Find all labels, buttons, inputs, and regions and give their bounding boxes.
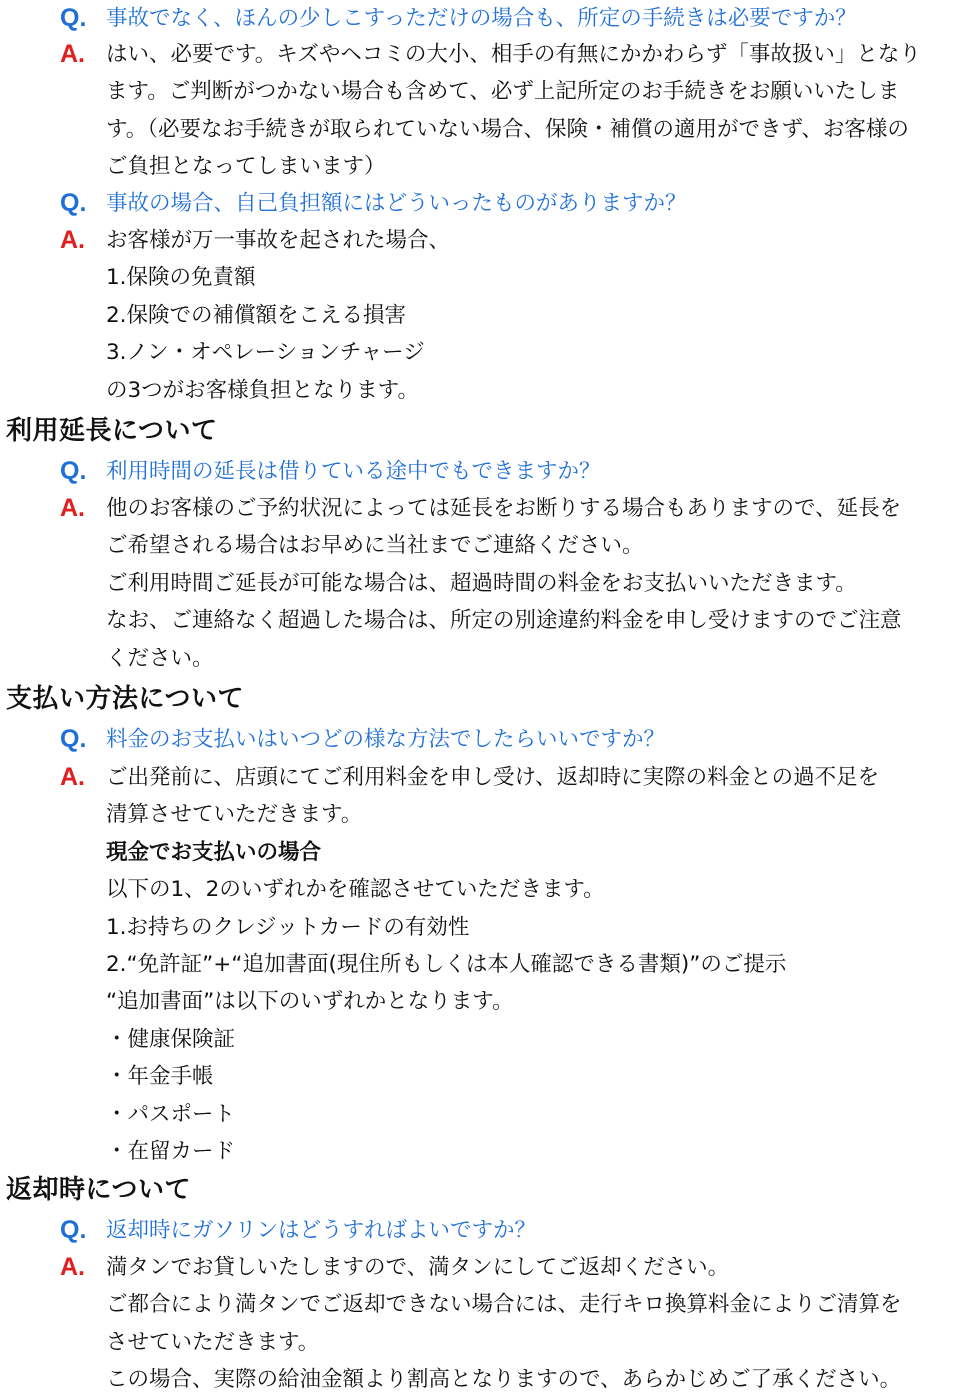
list-item: ・在留カード [106, 1138, 236, 1164]
answer-text [106, 759, 951, 1170]
answer-line: ご都合により満タンでご返却できない場合には、走行キロ換算料金によりご清算を [106, 1292, 902, 1318]
answer-marker: A. [60, 763, 85, 791]
section-heading-return: 返却時について [6, 1175, 191, 1205]
answer-line: はい、必要です。キズやヘコミの大小、相手の有無にかかわらず「事故扱い」となり [106, 42, 921, 67]
answer-marker: A. [60, 226, 85, 254]
question-marker: Q. [60, 4, 87, 32]
list-item: ・パスポート [106, 1101, 236, 1127]
cash-payment-subheading: 現金でお支払いの場合 [106, 839, 322, 865]
question-marker: Q. [60, 725, 87, 753]
question-marker: Q. [60, 1216, 87, 1244]
list-item: ・健康保険証 [106, 1026, 236, 1052]
answer-line: させていただきます。 [106, 1329, 320, 1355]
answer-line: 満タンでお貸しいたしますので、満タンにしてご返却ください。 [106, 1255, 730, 1280]
answer-line: “追加書面”は以下のいずれかとなります。 [106, 989, 514, 1015]
answer-line: お客様が万一事故を起された場合、 [106, 228, 451, 253]
question-text: 利用時間の延長は借りている途中でもできますか？ [106, 459, 601, 484]
answer-line: す。（必要なお手続きが取られていない場合、保険・補償の適用ができず、お客様の [106, 116, 909, 142]
question-marker: Q. [60, 457, 87, 485]
answer-line: 1.お持ちのクレジットカードの有効性 [106, 914, 470, 940]
answer-line: 他のお客様のご予約状況によっては延長をお断りする場合もありますので、延長を [106, 496, 902, 521]
answer-text [106, 36, 951, 186]
answer-line: 1.保険の免責額 [106, 265, 256, 291]
list-item: ・年金手帳 [106, 1064, 214, 1090]
answer-text [106, 1249, 951, 1399]
question-text: 事故の場合、自己負担額にはどういったものがありますか？ [106, 191, 687, 216]
answer-line: の3つがお客様負担となります。 [106, 377, 419, 403]
answer-line: ご出発前に、店頭にてご利用料金を申し受け、返却時に実際の料金との過不足を [106, 765, 880, 790]
answer-line: ご利用時間ご延長が可能な場合は、超過時間の料金をお支払いいただきます。 [106, 570, 857, 596]
answer-line: この場合、実際の給油金額より割高となりますので、あらかじめご了承ください。 [106, 1367, 902, 1393]
answer-text [106, 490, 951, 677]
answer-marker: A. [60, 494, 85, 522]
answer-line: ご希望される場合はお早めに当社までご連絡ください。 [106, 533, 644, 559]
answer-line: 以下の1、2のいずれかを確認させていただきます。 [106, 877, 605, 903]
question-text: 料金のお支払いはいつどの様な方法でしたらいいですか？ [106, 727, 666, 752]
question-text: 事故でなく、ほんの少しこすっただけの場合も、所定の手続きは必要ですか？ [106, 6, 857, 31]
answer-marker: A. [60, 1253, 85, 1281]
question-text: 返却時にガソリンはどうすればよいですか？ [106, 1218, 537, 1243]
answer-line: 清算させていただきます。 [106, 802, 363, 828]
answer-line: なお、ご連絡なく超過した場合は、所定の別途違約料金を申し受けますのでご注意 [106, 608, 902, 634]
answer-marker: A. [60, 40, 85, 68]
section-heading-payment-method: 支払い方法について [6, 684, 244, 714]
answer-text [106, 222, 951, 409]
answer-line: 2.保険での補償額をこえる損害 [106, 302, 407, 328]
answer-line: 3.ノン・オペレーションチャージ [106, 340, 425, 366]
answer-line: ください。 [106, 645, 214, 671]
answer-line: ご負担となってしまいます） [106, 154, 386, 180]
answer-line: ます。ご判断がつかない場合も含めて、必ず上記所定のお手続きをお願いいたしま [106, 79, 900, 105]
answer-line: 2.“免許証”+“追加書面(現住所もしくは本人確認できる書類)”のご提示 [106, 951, 787, 977]
question-marker: Q. [60, 189, 87, 217]
section-heading-rental-extension: 利用延長について [6, 416, 218, 446]
